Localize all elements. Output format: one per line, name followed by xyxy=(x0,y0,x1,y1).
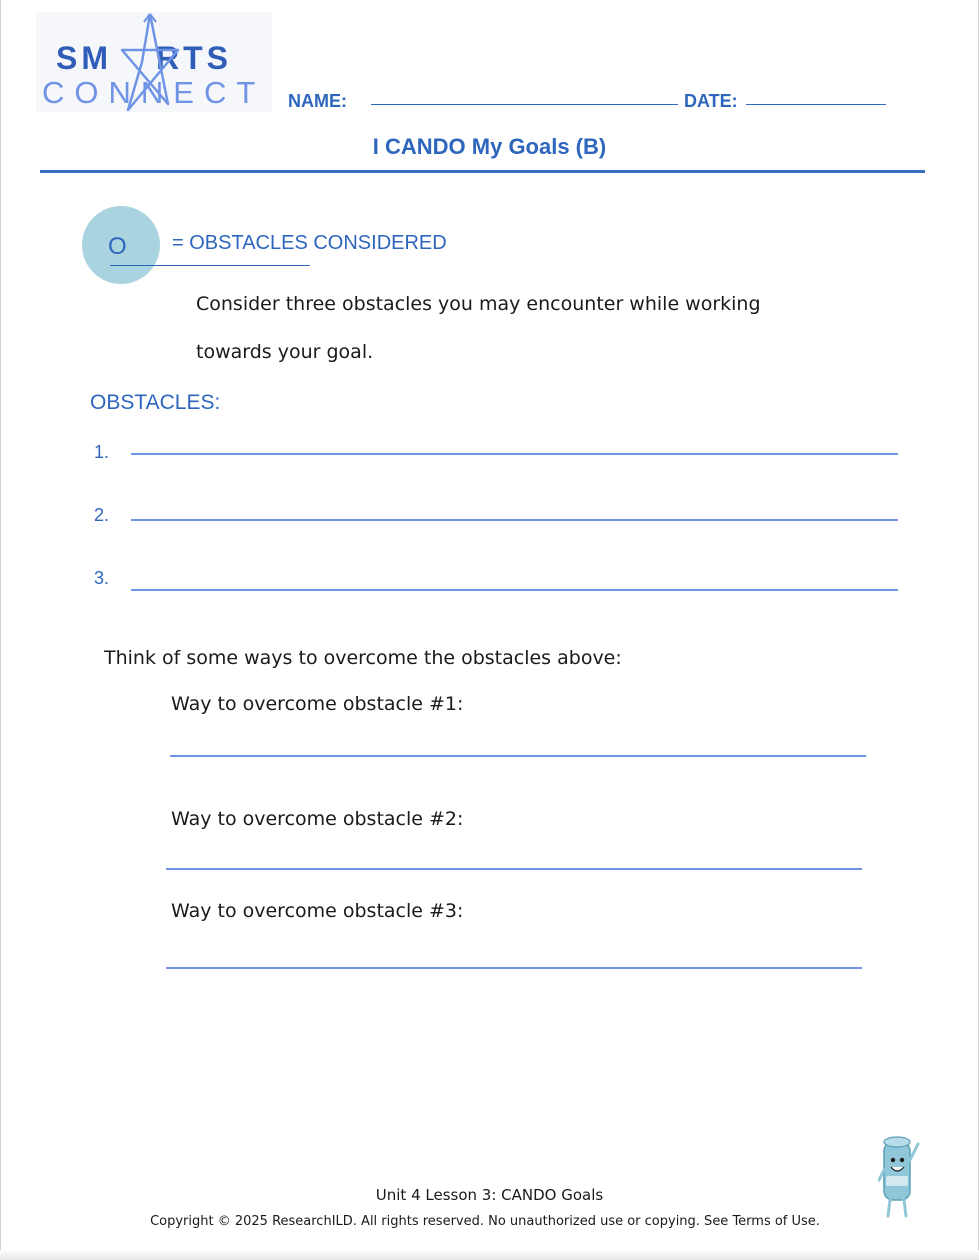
obstacle-number-3: 3. xyxy=(94,568,110,588)
obstacles-heading: = OBSTACLES CONSIDERED xyxy=(172,232,447,254)
instruction-line-1: Consider three obstacles you may encounter while working xyxy=(196,293,761,315)
way-2-label: Way to overcome obstacle #2: xyxy=(171,808,464,830)
obstacles-list-label: OBSTACLES: xyxy=(90,391,221,414)
obstacle-2-line[interactable] xyxy=(131,519,898,521)
way-1-label: Way to overcome obstacle #1: xyxy=(171,693,464,715)
page-title: I CANDO My Goals (B) xyxy=(372,134,607,159)
obstacle-number-2: 2. xyxy=(94,505,110,525)
smarts-connect-logo xyxy=(36,12,272,112)
way-2-line[interactable] xyxy=(166,868,862,870)
way-3-line[interactable] xyxy=(166,967,862,969)
lesson-footer: Unit 4 Lesson 3: CANDO Goals xyxy=(375,1186,604,1204)
copyright-footer: Copyright © 2025 ResearchILD. All rights reserved. No unauthorized use or copying. See Terms of Use. xyxy=(150,1214,820,1229)
ways-prompt: Think of some ways to overcome the obstacles above: xyxy=(104,647,622,669)
obstacle-number-1: 1. xyxy=(94,442,110,462)
name-label: NAME: xyxy=(288,91,347,111)
logo-top-text: SM RTS xyxy=(56,40,232,76)
obstacle-3-line[interactable] xyxy=(131,589,898,591)
obstacle-1-line[interactable] xyxy=(131,453,898,455)
title-divider xyxy=(40,170,925,173)
way-3-label: Way to overcome obstacle #3: xyxy=(171,900,464,922)
name-field-line[interactable] xyxy=(371,104,678,105)
mascot-icon xyxy=(878,1130,920,1222)
date-field-line[interactable] xyxy=(746,104,886,105)
page-bottom-edge xyxy=(0,1250,979,1260)
logo-bottom-text: CONNECT xyxy=(42,75,266,110)
star-icon xyxy=(120,12,180,112)
date-label: DATE: xyxy=(684,91,738,111)
way-1-line[interactable] xyxy=(170,755,866,757)
obstacles-heading-underline xyxy=(110,265,310,266)
instruction-line-2: towards your goal. xyxy=(196,341,374,363)
badge-letter: O xyxy=(108,233,127,260)
